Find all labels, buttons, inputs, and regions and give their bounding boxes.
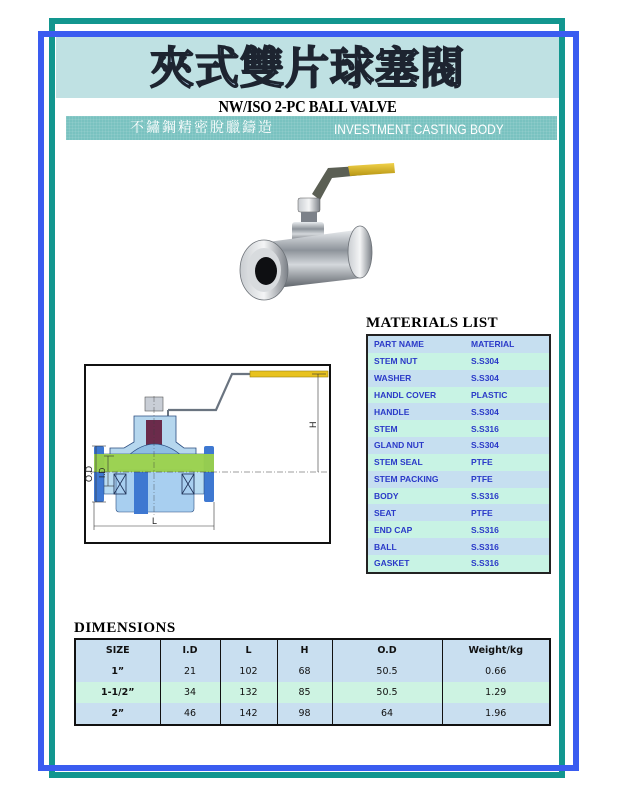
header-id: I.D	[160, 639, 220, 661]
id-label: I.D	[98, 467, 107, 478]
id-cell: 34	[160, 682, 220, 703]
h-cell: 68	[277, 661, 332, 682]
materials-row	[368, 387, 549, 404]
header-od: O.D	[332, 639, 442, 661]
header-h: H	[277, 639, 332, 661]
subtitle-chinese: 不鏽鋼精密脫臘鑄造	[130, 120, 274, 136]
dimensions-header-row	[75, 639, 550, 661]
materials-row	[368, 420, 549, 437]
part-name: GLAND NUT	[374, 440, 425, 451]
materials-row	[368, 353, 549, 370]
materials-row	[368, 555, 549, 572]
ball-valve-photo-icon	[228, 160, 408, 300]
weight-cell: 1.29	[442, 682, 550, 703]
ball-valve-photo	[228, 160, 408, 300]
material: S.S304	[471, 406, 499, 417]
h-cell: 85	[277, 682, 332, 703]
length-label: L	[152, 516, 158, 526]
size-cell: 2”	[75, 703, 160, 725]
ball-valve-cross-section-icon	[86, 366, 329, 542]
subtitle-english: INVESTMENT CASTING BODY	[334, 121, 504, 137]
dimensions-title: DIMENSIONS	[74, 620, 176, 636]
material: PTFE	[471, 457, 493, 468]
part-name: END CAP	[374, 524, 413, 535]
material: S.S304	[471, 373, 499, 384]
dimensions-row	[75, 682, 550, 703]
part-name: STEM	[374, 423, 398, 434]
part-name: GASKET	[374, 558, 410, 569]
materials-list-title: MATERIALS LIST	[366, 315, 498, 331]
materials-row	[368, 488, 549, 505]
header-size: SIZE	[75, 639, 160, 661]
materials-row	[368, 454, 549, 471]
part-name: WASHER	[374, 373, 412, 384]
material: PTFE	[471, 474, 493, 485]
material: S.S316	[471, 491, 499, 502]
part-name: BALL	[374, 541, 397, 552]
h-cell: 98	[277, 703, 332, 725]
material: S.S316	[471, 558, 499, 569]
materials-row	[368, 521, 549, 538]
part-name: SEAT	[374, 507, 397, 518]
material: S.S316	[471, 524, 499, 535]
material: S.S316	[471, 541, 499, 552]
od-cell: 64	[332, 703, 442, 725]
material: S.S316	[471, 423, 499, 434]
header-l: L	[220, 639, 277, 661]
weight-cell: 1.96	[442, 703, 550, 725]
header-part-name: PART NAME	[374, 339, 424, 350]
materials-row	[368, 403, 549, 420]
material: PLASTIC	[471, 389, 508, 400]
dimensions-row	[75, 703, 550, 725]
header-material: MATERIAL	[471, 339, 515, 350]
material: PTFE	[471, 507, 493, 518]
part-name: STEM NUT	[374, 356, 418, 367]
material: S.S304	[471, 356, 499, 367]
od-label: O.D	[84, 465, 94, 482]
dimensions-table	[74, 638, 551, 726]
materials-row	[368, 471, 549, 488]
part-name: HANDLE	[374, 406, 410, 417]
materials-row	[368, 437, 549, 454]
part-name: BODY	[374, 491, 399, 502]
l-cell: 102	[220, 661, 277, 682]
id-cell: 46	[160, 703, 220, 725]
part-name: HANDL COVER	[374, 389, 437, 400]
materials-header-row	[368, 336, 549, 353]
height-label: H	[308, 421, 318, 428]
materials-table	[366, 334, 551, 574]
size-cell: 1”	[75, 661, 160, 682]
od-cell: 50.5	[332, 682, 442, 703]
header-weight: Weight/kg	[442, 639, 550, 661]
valve-dimension-diagram	[84, 364, 331, 544]
id-cell: 21	[160, 661, 220, 682]
l-cell: 132	[220, 682, 277, 703]
dimensions-row	[75, 661, 550, 682]
part-name: STEM SEAL	[374, 457, 423, 468]
material: S.S304	[471, 440, 499, 451]
weight-cell: 0.66	[442, 661, 550, 682]
l-cell: 142	[220, 703, 277, 725]
materials-row	[368, 370, 549, 387]
page-title-chinese: 夾式雙片球塞閥	[150, 43, 465, 94]
page-title-english: NW/ISO 2-PC BALL VALVE	[218, 97, 397, 116]
materials-row	[368, 504, 549, 521]
part-name: STEM PACKING	[374, 474, 439, 485]
size-cell: 1-1/2”	[75, 682, 160, 703]
od-cell: 50.5	[332, 661, 442, 682]
materials-row	[368, 538, 549, 555]
